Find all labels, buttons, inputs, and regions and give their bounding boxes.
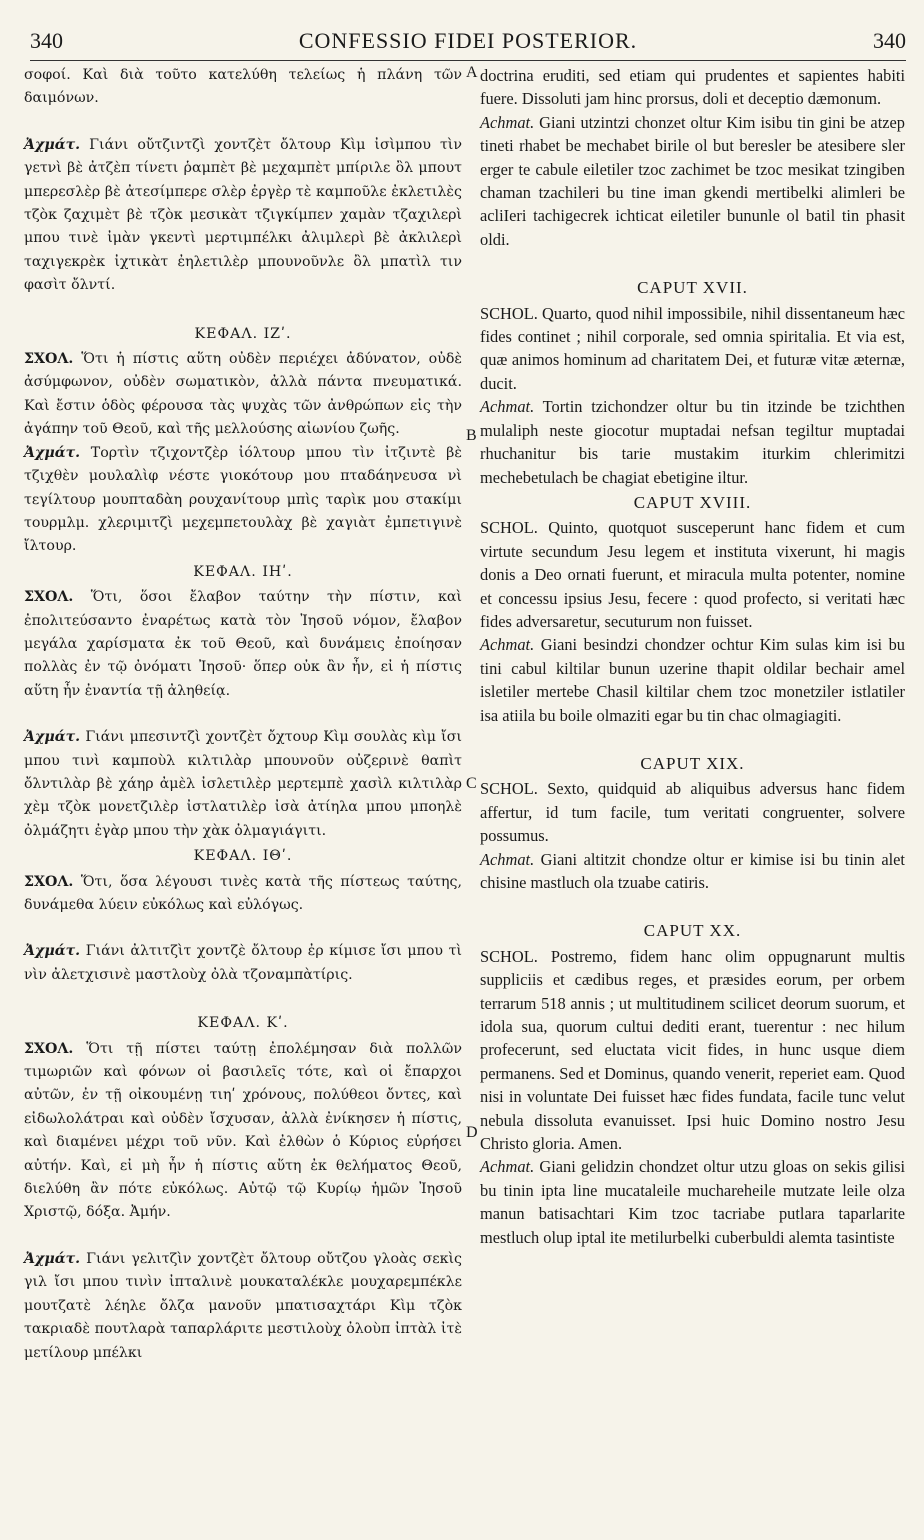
latin-paragraph <box>480 302 905 396</box>
page-header <box>30 28 906 58</box>
latin-text: Quinto, quotquot susceperunt hanc fidem et cum virtute secundum Jesu legem et instituta vixerunt, hi magis donis a Deo ornati fuerunt, et miracula multa potenter, nomine et concessu ipsius Jesu, fecere : quod profecto, si veritati hæc fides adversaretur, secuturum non fuisset. <box>480 518 905 631</box>
page-number-right: 340 <box>873 28 906 53</box>
latin-paragraph <box>480 633 905 727</box>
schol-label: ΣΧΟΛ. <box>24 873 74 890</box>
greek-paragraph <box>24 940 462 987</box>
latin-text: Sexto, quidquid ab aliquibus adversus hanc fidem affertur, id tum facile, tum veritati congruenter, solvere possumus. <box>480 779 905 846</box>
greek-paragraph <box>24 726 462 843</box>
greek-paragraph <box>24 1038 462 1225</box>
section-marker-a: A <box>466 64 478 81</box>
chapter-heading: CAPUT XX. <box>643 921 742 941</box>
schol-label: SCHOL. <box>480 946 538 966</box>
greek-text: Γιάνι οὔτζιντζὶ χοντζὲτ ὄλτουρ Κὶμ ἰσὶμπου τὶν γετνὶ βὲ ἀτζὲπ τίνετι ῥαμπὲτ βὲ μεχαμπὲτ μπίριλε ὂλ μπουτ μπερεσλὲρ βὲ ἀτεσίμπερε σλὲρ ἐργὲρ τὲ καμποῦλε ἐκλετιλὲς τζὸκ ζαχιμὲτ βὲ τζὸκ μεσικὰτ τζιγκίμπεν χαμὰν τζαχιλερὶ μπου τινὲ ἰμὰν γκεντὶ μερτιμπέλκι ἀλιμλερὶ βὲ ἀκλιλερὶ ταχιγεκρὲκ ἰχτικὰτ ἐηλετιλὲρ μπουνοῦνλε ὂλ μπατὶλ τιν φασὶτ ὄλντί. <box>24 136 462 294</box>
greek-paragraph <box>24 442 462 559</box>
latin-paragraph <box>480 1155 905 1249</box>
speaker-label: Ἀχμάτ. <box>24 943 81 960</box>
greek-column <box>24 64 462 1365</box>
speaker-label: Achmat. <box>480 397 535 417</box>
greek-paragraph <box>24 134 462 298</box>
section-marker-d: D <box>466 1124 478 1141</box>
latin-paragraph: doctrina eruditi, sed etiam qui prudentes et sapientes habiti fuere. Dissoluti jam hinc prorsus, doli et deceptio dæmonum. <box>480 66 905 109</box>
chapter-heading: CAPUT XIX. <box>640 753 745 773</box>
chapter-heading: ΚΕΦΑΛ. ΙΘʹ. <box>193 848 293 865</box>
latin-text: Postremo, fidem hanc olim oppugnarunt multis suppliciis et cædibus reges, et præsides eorum, per orbem terrarum 518 annis ; ut multitudinem scilicet deorum suorum, et idola sua, quorum cultui dediti erant, tuerentur : nec hilum profecerunt, sed eluctata vicit fides, in hunc usque diem permanens. Sed et Dominus, quando venerit, reperiet eam. Quod nisi in voluntate Dei fuisset hæc fides fundata, facile tunc velut nebula dissoluta evanuisset. Ipsi huic Domino nostro Jesu Christo gloria. Amen. <box>480 946 905 1154</box>
greek-text: Γιάνι γελιτζὶν χοντζὲτ ὄλτουρ οὔτζου γλοὰς σεκὶς γιλ ἴσι μπου τινὶν ἰπταλινὲ μουκαταλέκλε μουχαρεμπέκλε μουτζατὲ λέηλε ὄλζα μανοῦν μπατισαχτάρι Κὶμ τζὸκ τακριαδὲ πουτλαρὰ ταπαρλάριτε μεστιλοὺχ ὀλοὺπ ἰπτὰλ ἰτὲ μετίλουρ μπέλκι <box>24 1250 462 1361</box>
latin-paragraph <box>480 395 905 489</box>
greek-text: Ὅτι, ὅσα λέγουσι τινὲς κατὰ τῆς πίστεως ταύτης, δυνάμεθα λύειν εὐκόλως καὶ εὐλόγως. <box>24 873 462 913</box>
schol-label: ΣΧΟΛ. <box>24 351 74 368</box>
latin-text: Giani altitzit chondze oltur er kimise isi bu tinin alet chisine mastluch ola tzuabe catiris. <box>480 849 905 892</box>
latin-paragraph <box>480 945 905 1156</box>
section-marker-c: C <box>466 775 477 792</box>
greek-text: Γιάνι μπεσιντζὶ χοντζὲτ ὄχτουρ Κὶμ σουλὰς κὶμ ἴσι μπου τινὶ καμποὺλ κιλτιλὰρ μπουνοῦν οὐζερινὲ θαπὶτ ὄλντιλὰρ βὲ χάηρ ἀμὲλ ἰσλετιλὲρ μερτεμπὲ χασὶλ κιλτιλὰρ χὲμ τζὸκ μονετζιλὲρ ἰστλατιλὲρ ἰσὰ ἀτίηλα μπου μποηλὲ ὀλμάζητι ἐγὰρ μπου τὴν χὰκ ὀλμαγιάγιτι. <box>24 729 462 839</box>
latin-paragraph <box>480 848 905 895</box>
speaker-label: Achmat. <box>480 849 535 869</box>
greek-paragraph <box>24 871 462 918</box>
latin-paragraph <box>480 111 905 251</box>
greek-text: Γιάνι ἀλτιτζὶτ χοντζὲ ὄλτουρ ἐρ κίμισε ἴσι μπου τὶ νὶν ἀλετχισινὲ μαστλοὺχ ὀλὰ τζοναμπὰτίρις. <box>24 943 462 983</box>
schol-label: ΣΧΟΛ. <box>24 589 74 606</box>
section-marker-b: B <box>466 427 477 444</box>
header-rule <box>30 60 906 61</box>
chapter-heading: ΚΕΦΑΛ. Κʹ. <box>197 1015 289 1032</box>
greek-text: Ὅτι, ὅσοι ἔλαβον ταύτην τὴν πίστιν, καὶ ἐπολιτεύσαντο ἐναρέτως κατὰ τὸν Ἰησοῦ νόμον, ἔλαβον μεγάλα χαρίσματα ἐκ τοῦ Θεοῦ, καὶ δυνάμεις ἐποίησαν πολλὰς ἐν τῷ ὀνόματι Ἰησοῦ· ὅπερ οὐκ ἂν ἦν, εἰ ἡ πίστις αὕτη ἦν ἐναντία τῇ ἀληθείᾳ. <box>24 589 462 699</box>
speaker-label: Achmat. <box>480 1157 535 1177</box>
speaker-label: Ἀχμάτ. <box>24 729 81 746</box>
running-title: CONFESSIO FIDEI POSTERIOR. <box>298 28 638 53</box>
chapter-heading: ΚΕΦΑΛ. ΙΖʹ. <box>194 325 292 342</box>
chapter-heading: ΚΕΦΑΛ. ΙΗʹ. <box>193 563 293 580</box>
latin-column <box>480 64 905 1249</box>
page-number-left: 340 <box>30 28 63 53</box>
schol-label: SCHOL. <box>480 518 538 538</box>
greek-text: Ὅτι ἡ πίστις αὕτη οὐδὲν περιέχει ἀδύνατον, οὐδὲ ἀσύμφωνον, οὐδὲν σωματικὸν, ἀλλὰ πάντα πνευματικά. Καὶ ἔστιν ὁδὸς φέρουσα τὰς ψυχὰς τῶν ἀνθρώπων εἰς τὴν ἀγάπην τοῦ Θεοῦ, καὶ τῆς μελλούσης αἰωνίου ζωῆς. <box>24 351 463 438</box>
latin-paragraph <box>480 516 905 633</box>
speaker-label: Achmat. <box>480 635 535 655</box>
chapter-heading: CAPUT XVII. <box>637 278 748 298</box>
greek-paragraph: σοφοί. Καὶ διὰ τοῦτο κατελύθη τελείως ἡ πλάνη τῶν δαιμόνων. <box>24 67 462 107</box>
schol-label: SCHOL. <box>480 303 538 323</box>
latin-text: Giani utzintzi chonzet oltur Kim isibu tin gini be atzep tineti rhabet be mechabet birile ol but beresler be atesibere sler erger te cabule eiletiler tzoc zachimet be tzoc mesikat tzingiben chaman tzachileri bu tine iman gkendi mertibelki alimleri be acliIeri tachigecrek ichticat eiletiler bununle ol batil tin phasit oldi. <box>480 112 905 249</box>
latin-text: Quarto, quod nihil impossibile, nihil dissentaneum hæc fides continet ; nihil corporale, sed omnia spiritalia. Et via est, quæ animos hominum ad charitatem Dei, et futuræ vitæ æternæ, ducit. <box>480 303 905 393</box>
greek-paragraph <box>24 586 462 703</box>
greek-paragraph <box>24 1248 462 1365</box>
latin-text: Tortin tzichondzer oltur bu tin itzinde be tzichthen mulaliph neste giocotur muptadai nefsan tegiltur muptadai rhuchanitur bis tarie mustakim iturkim chlerimitzi mechebetulach be chagiat ebetigine iltur. <box>480 397 905 487</box>
greek-text: Τορτὶν τζιχοντζὲρ ἰόλτουρ μπου τὶν ἰτζιντὲ βὲ τζιχθὲν μουλαλὶφ νέστε γιοκότουρ μου πταδάηνευσα νὶ τεγίλτουρ μουπταδὰη ρουχανίτουρ μπὶς ταρὶκ μου στακίμι τουρμλμ. χλεριμιτζὶ μεχεμπετουλὰχ βὲ χαγιὰτ ἐμπετιγινὲ ἴλτουρ. <box>24 444 462 555</box>
schol-label: SCHOL. <box>480 779 538 799</box>
latin-text: Giani besindzi chondzer ochtur Kim sulas kim isi bu tini cabul kiltilar bunun uzerine thapit oldilar bechair amel isletiler mertebe Chasil kiltilar chem tzoc monetziler istlatiler isa atiila bu boile olmaziti egar bu tin chac olmagiagiti. <box>480 635 905 725</box>
speaker-label: Achmat. <box>480 112 535 132</box>
latin-paragraph <box>480 777 905 847</box>
greek-paragraph <box>24 348 462 442</box>
speaker-label: Ἀχμάτ. <box>24 444 81 461</box>
chapter-heading: CAPUT XVIII. <box>633 492 752 512</box>
latin-text: Giani gelidzin chondzet oltur utzu gloas on sekis gilisi bu tinin ipta line mucataleile muchareheile mutzate leile olza manun batisachtari Kim tzoc tacriabe putlara taparlarite mestluch olup iptal ite metilurbelki cuberbuldi alemta tasintiste <box>480 1157 905 1247</box>
schol-label: ΣΧΟΛ. <box>24 1040 74 1057</box>
speaker-label: Ἀχμάτ. <box>24 136 81 153</box>
speaker-label: Ἀχμάτ. <box>24 1250 81 1267</box>
greek-text: Ὅτι τῇ πίστει ταύτῃ ἐπολέμησαν διὰ πολλῶν τιμωριῶν καὶ φόνων οἱ βασιλεῖς τότε, καὶ οἱ ἔπαρχοι αὐτῶν, ἐν τῇ οἰκουμένῃ τιηʹ χρόνους, πολύθεοι ὄντες, καὶ εἰδωλολάτραι καὶ οὐδὲν ἴσχυσαν, ἀλλὰ ἐνίκησεν ἡ πίστις, καὶ διαμένει μέχρι τοῦ νῦν. Καὶ ἐλθὼν ὁ Κύριος εὑρήσει αὐτήν. Καὶ, εἰ μὴ ἦν ἡ πίστις αὕτη ἐκ θελήματος Θεοῦ, διελύθη ἂν πότε εὐκόλως. Αὐτῷ τῷ Κυρίῳ ἡμῶν Ἰησοῦ Χριστῷ, δόξα. Ἀμήν. <box>24 1040 462 1221</box>
